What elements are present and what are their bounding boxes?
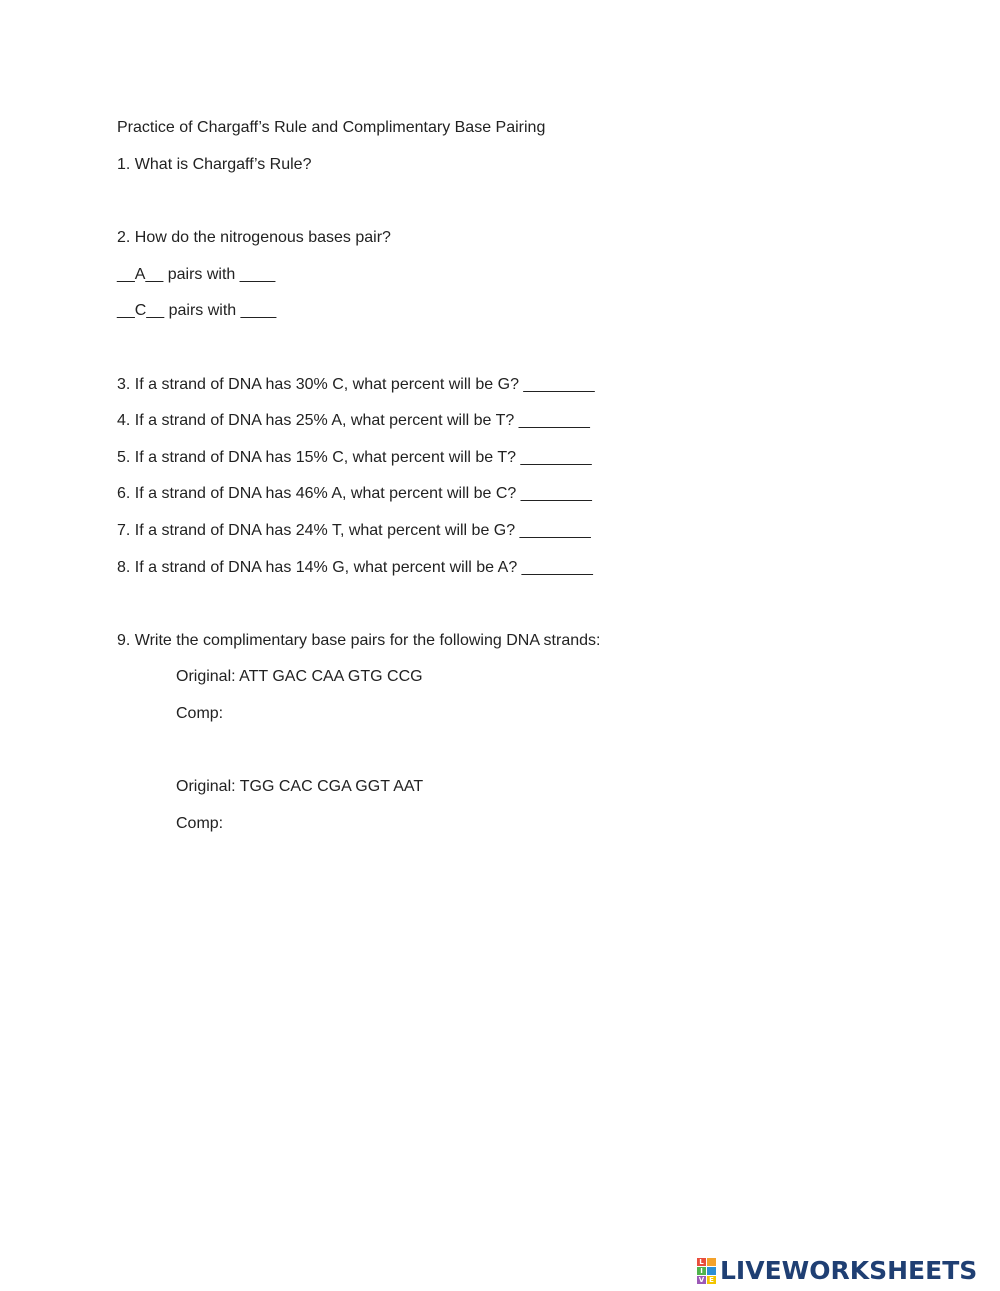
worksheet-title: Practice of Chargaff’s Rule and Complimentary Base Pairing xyxy=(117,119,546,136)
question-4[interactable]: 4. If a strand of DNA has 25% A, what percent will be T? ________ xyxy=(117,412,590,429)
comp-strand-2[interactable]: Comp: xyxy=(176,815,224,832)
question-6[interactable]: 6. If a strand of DNA has 46% A, what percent will be C? ________ xyxy=(117,485,592,502)
pair-a-blank[interactable]: __A__ pairs with ____ xyxy=(117,266,276,283)
original-strand-1: Original: ATT GAC CAA GTG CCG xyxy=(176,668,423,685)
logo-blocks-icon: L I V E xyxy=(697,1258,716,1284)
pair-c-blank[interactable]: __C__ pairs with ____ xyxy=(117,302,277,319)
comp-strand-1[interactable]: Comp: xyxy=(176,705,224,722)
question-3[interactable]: 3. If a strand of DNA has 30% C, what percent will be G? ________ xyxy=(117,376,595,393)
liveworksheets-logo xyxy=(697,1258,977,1284)
logo-text: LIVEWORKSHEETS xyxy=(720,1256,978,1285)
question-7[interactable]: 7. If a strand of DNA has 24% T, what percent will be G? ________ xyxy=(117,522,591,539)
question-2: 2. How do the nitrogenous bases pair? xyxy=(117,229,391,246)
question-8[interactable]: 8. If a strand of DNA has 14% G, what percent will be A? ________ xyxy=(117,559,593,576)
question-5[interactable]: 5. If a strand of DNA has 15% C, what percent will be T? ________ xyxy=(117,449,592,466)
question-9: 9. Write the complimentary base pairs for the following DNA strands: xyxy=(117,632,601,649)
original-strand-2: Original: TGG CAC CGA GGT AAT xyxy=(176,778,424,795)
question-1: 1. What is Chargaff’s Rule? xyxy=(117,156,312,173)
